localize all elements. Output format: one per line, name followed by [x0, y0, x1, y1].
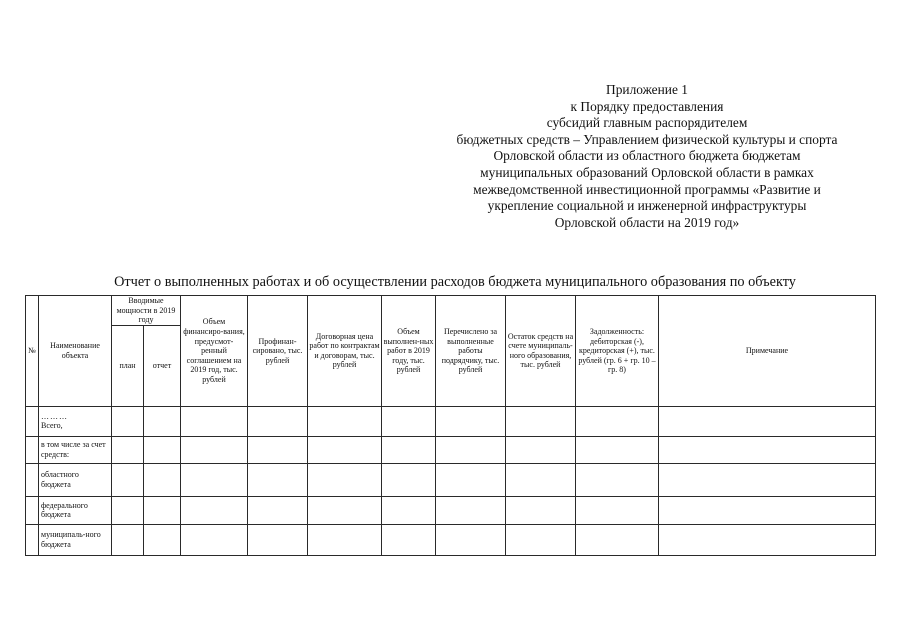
header-object-name: Наименование объекта — [39, 296, 112, 407]
row-label-municipal: муниципаль-ного бюджета — [39, 524, 112, 555]
appendix-header — [412, 82, 882, 231]
table-row — [26, 524, 876, 555]
table-row — [26, 496, 876, 524]
header-financed: Профинан-сировано, тыс. рублей — [248, 296, 308, 407]
row-label-federal: федерального бюджета — [39, 496, 112, 524]
row-label-regional: областного бюджета — [39, 463, 112, 496]
header-balance: Остаток средств на счете муниципаль-ного образования, тыс. рублей — [506, 296, 576, 407]
row-label-total — [39, 406, 112, 436]
appendix-line: муниципальных образований Орловской области в рамках — [480, 164, 814, 180]
table-row — [26, 463, 876, 496]
header-completed-volume: Объем выполнен-ных работ в 2019 году, тыс. рублей — [382, 296, 436, 407]
header-plan: план — [112, 325, 144, 406]
appendix-line: Орловской области на 2019 год» — [554, 214, 740, 230]
appendix-line: к Порядку предоставления — [570, 98, 724, 114]
appendix-line: межведомственной инвестиционной программы «Развитие и — [473, 181, 821, 197]
table-row — [26, 406, 876, 436]
report-table — [25, 295, 876, 556]
appendix-line: укрепление социальной и инженерной инфраструктуры — [487, 198, 807, 214]
appendix-line: бюджетных средств – Управлением физической культуры и спорта — [456, 131, 838, 147]
row-label-including: в том числе за счет средств: — [39, 436, 112, 463]
header-transferred: Перечислено за выполненные работы подрядчику, тыс. рублей — [436, 296, 506, 407]
header-report: отчет — [144, 325, 181, 406]
table-row — [26, 436, 876, 463]
appendix-line: Орловской области из областного бюджета бюджетам — [493, 148, 801, 164]
report-title: Отчет о выполненных работах и об осуществлении расходов бюджета муниципального образования по объекту — [114, 274, 796, 290]
appendix-line: субсидий главным распорядителем — [546, 115, 748, 131]
header-financing-volume: Объем финансиро-вания, предусмот-ренный соглашением на 2019 год, тыс. рублей — [181, 296, 248, 407]
header-note: Примечание — [659, 296, 876, 407]
appendix-line: Приложение 1 — [606, 82, 688, 97]
header-contract-price: Договорная цена работ по контрактам и договорам, тыс. рублей — [308, 296, 382, 407]
header-capacity: Вводимые мощности в 2019 году — [112, 296, 181, 326]
header-number: № — [26, 296, 39, 407]
header-debt: Задолженность: дебиторская (-), кредиторская (+), тыс. рублей (гр. 6 + гр. 10 – гр. 8) — [576, 296, 659, 407]
row-label-text: Всего, — [41, 421, 63, 431]
ellipsis-text: ……… — [41, 411, 68, 421]
